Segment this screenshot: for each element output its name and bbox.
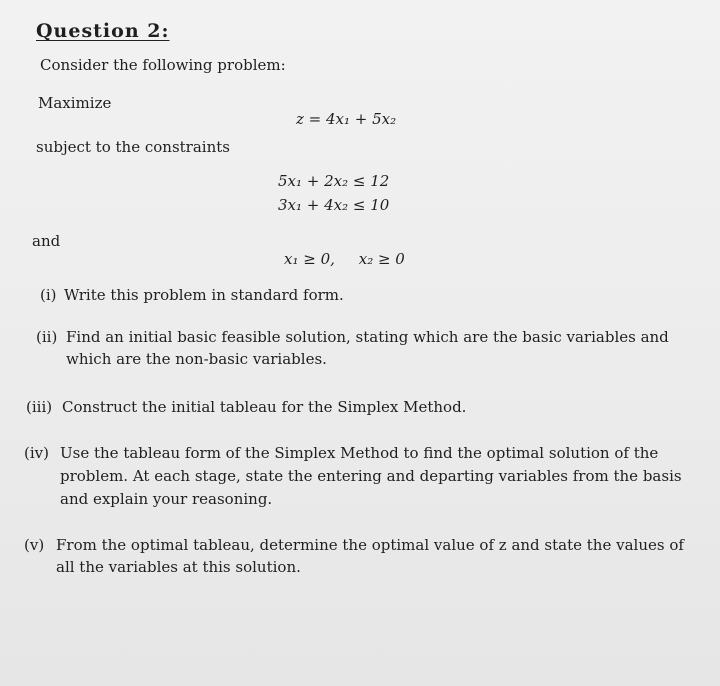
part-iv-text: Use the tableau form of the Simplex Method to find the optimal solution of the problem. At each stage, state the entering and departing variables from the basis and explain your reasoning. xyxy=(60,444,682,508)
part-i xyxy=(40,284,680,306)
and-label: and xyxy=(32,232,61,250)
part-iii-label: (iii) xyxy=(26,398,53,416)
intro-text: Consider the following problem: xyxy=(40,56,286,74)
part-iii-text: Construct the initial tableau for the Simplex Method. xyxy=(62,398,467,416)
part-iii xyxy=(26,396,686,418)
constraints-intro: subject to the constraints xyxy=(36,138,230,156)
nonnegativity-constraints: x₁ ≥ 0, x₂ ≥ 0 xyxy=(284,250,405,268)
constraint-1: 5x₁ + 2x₂ ≤ 12 xyxy=(278,172,390,190)
part-ii xyxy=(36,326,684,370)
constraint-2: 3x₁ + 4x₂ ≤ 10 xyxy=(278,196,390,214)
part-iv xyxy=(24,442,688,511)
maximize-label: Maximize xyxy=(38,94,112,112)
part-ii-text: Find an initial basic feasible solution, stating which are the basic variables and which are the non-basic variables. xyxy=(66,328,669,368)
part-v xyxy=(24,534,692,578)
part-ii-label: (ii) xyxy=(36,328,58,346)
part-i-label: (i) xyxy=(40,286,57,304)
part-v-text: From the optimal tableau, determine the optimal value of z and state the values of all the variables at this solution. xyxy=(56,536,684,576)
question-title: Question 2: xyxy=(36,20,170,42)
part-v-label: (v) xyxy=(24,536,45,554)
part-i-text: Write this problem in standard form. xyxy=(64,286,344,304)
objective-function: z = 4x₁ + 5x₂ xyxy=(296,110,397,128)
part-iv-label: (iv) xyxy=(24,444,49,462)
